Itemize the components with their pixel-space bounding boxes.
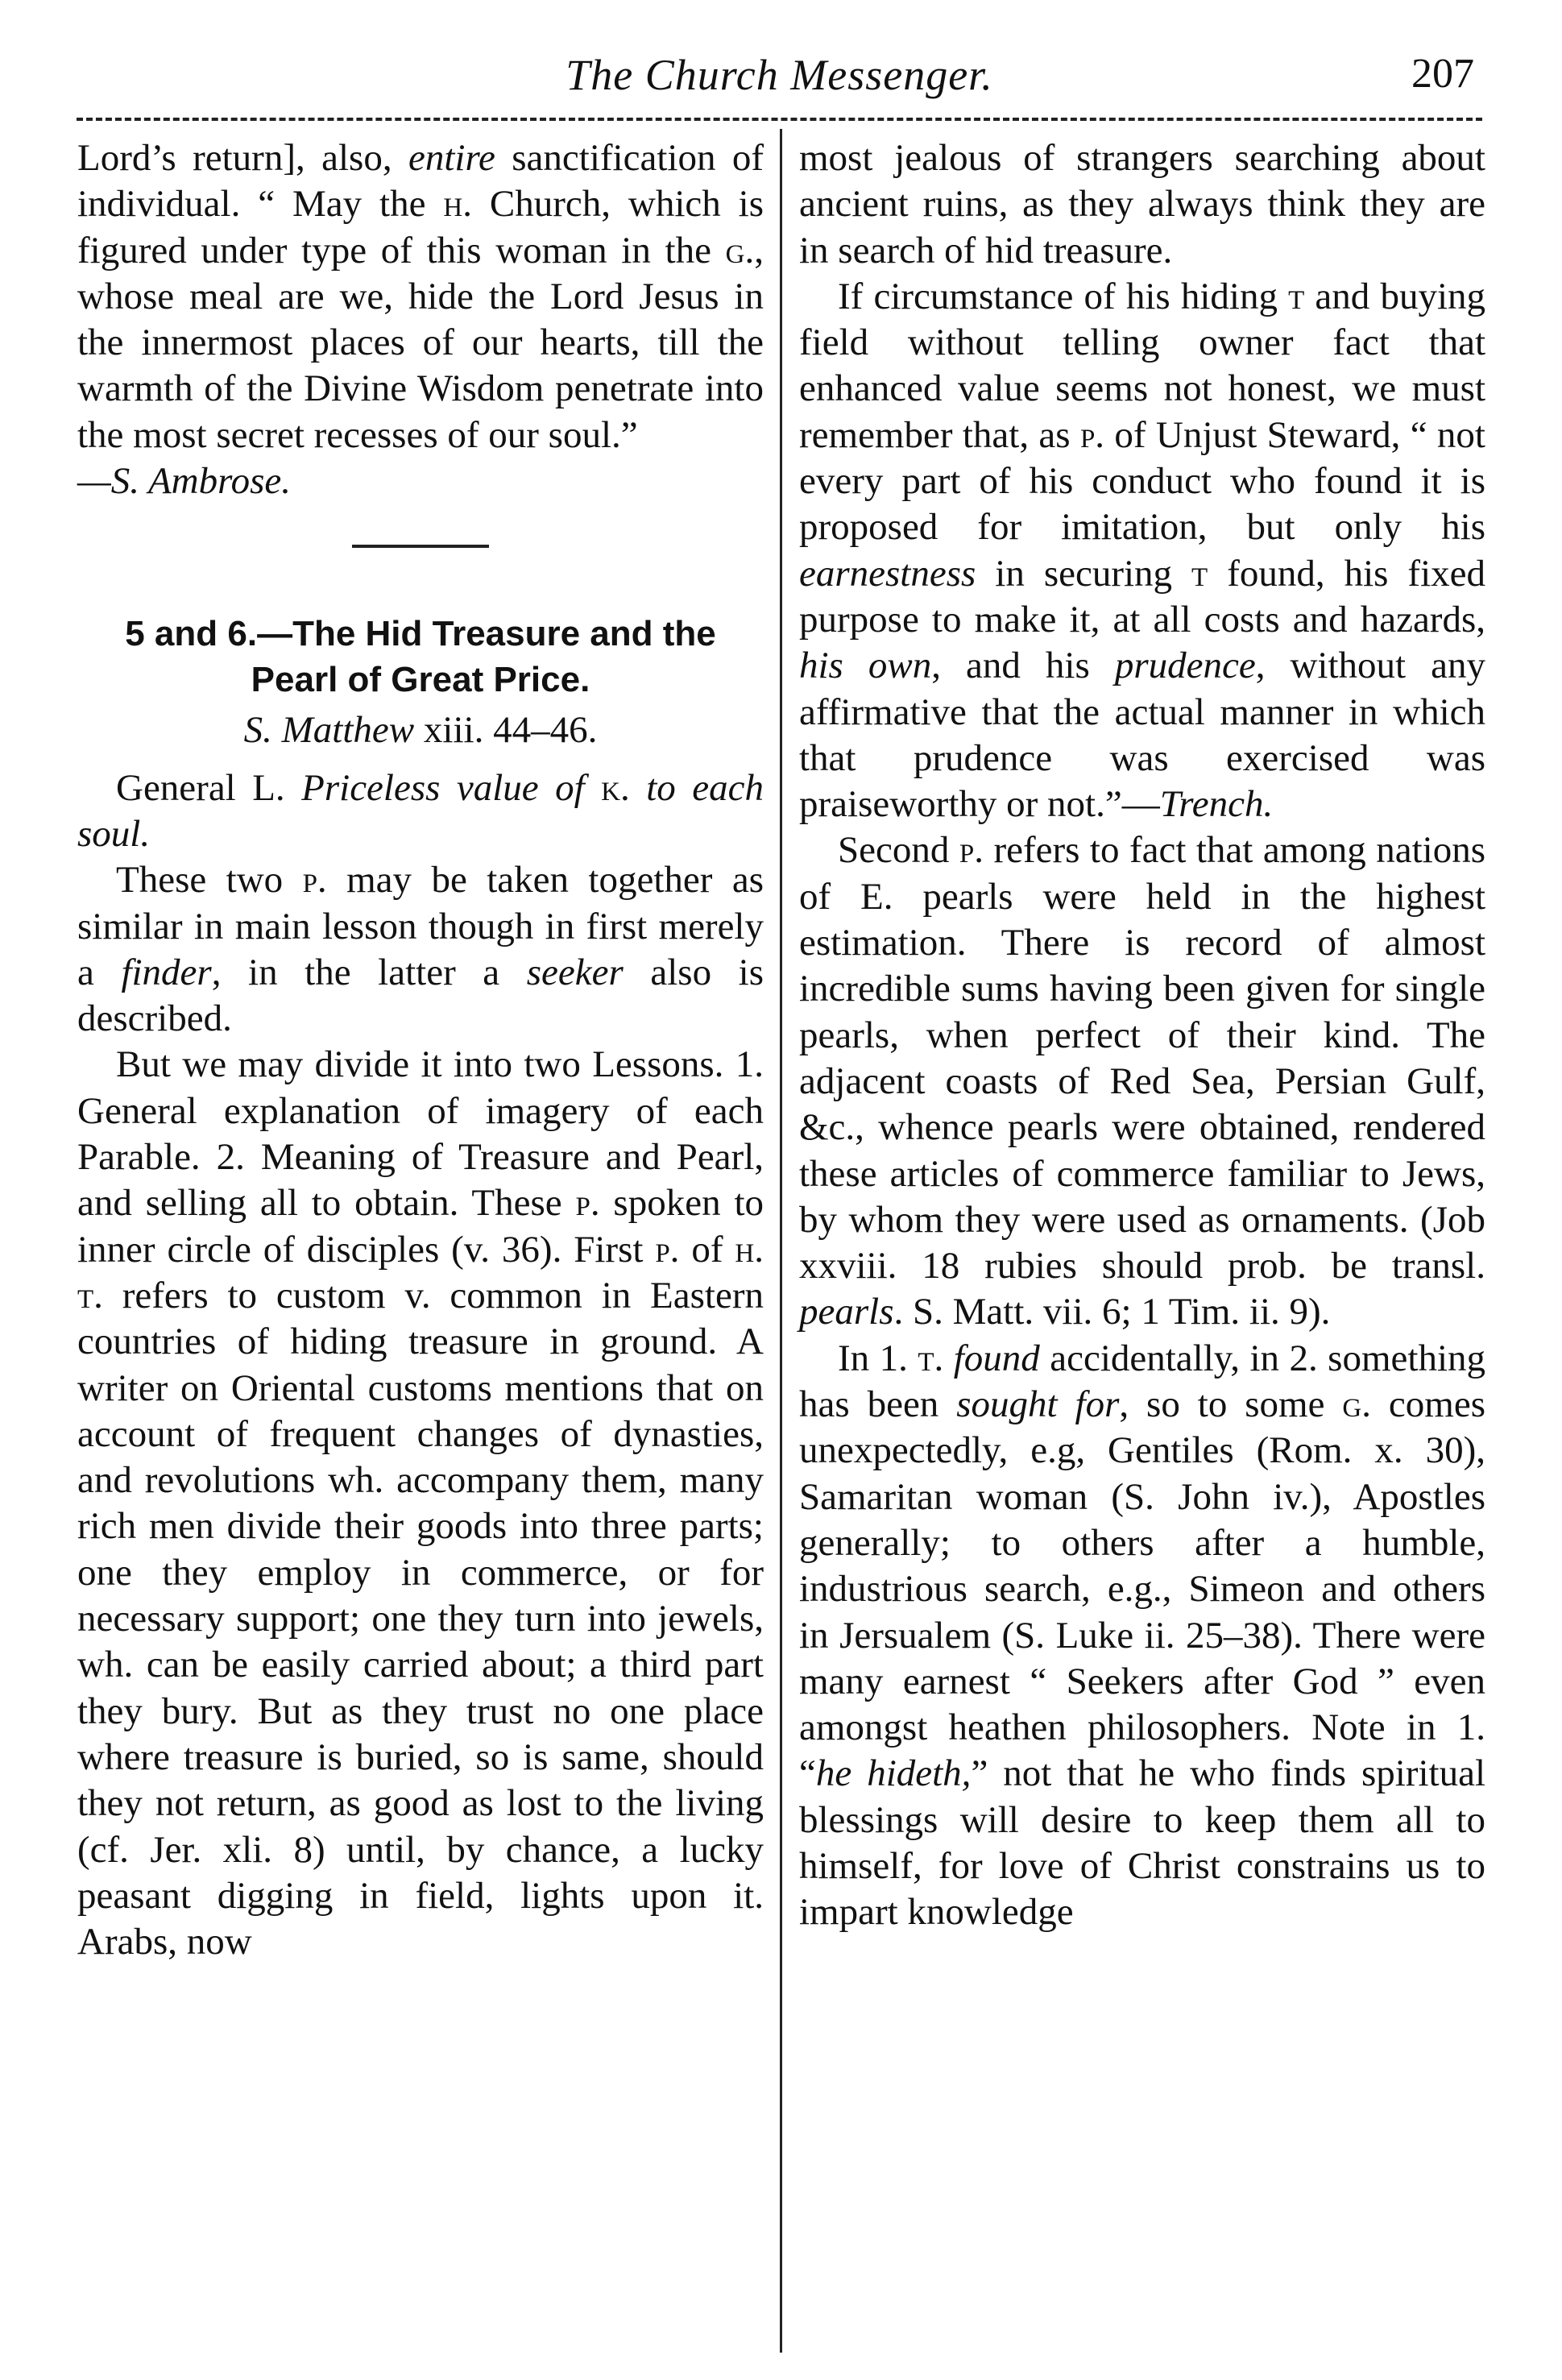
ambrose-quote-paragraph: Lord’s return], also, entire sanctification of individual. “ May the h. Church, which is figured under type of this woman in the g., whose meal are we, hide the Lord Jesus in the innermost places of our hearts, till the warmth of the Divine Wisdom penetrate into the most secret recesses of our soul.” [77, 137, 764, 456]
left-column [77, 135, 764, 1965]
right-column [799, 135, 1485, 1936]
page-header [77, 50, 1482, 114]
section-heading: 5 and 6.—The Hid Treasure and the Pearl of Great Price. [125, 614, 716, 700]
general-lesson: General L. Priceless value of k. to each soul. [77, 766, 764, 855]
section-divider-rule [352, 545, 489, 548]
attribution-ambrose: —S. Ambrose. [77, 460, 292, 503]
running-title: The Church Messenger. [566, 51, 993, 99]
paragraph-found-sought: In 1. t. found accidentally, in 2. something has been sought for, so to some g. comes unexpectedly, e.g, Gentiles (Rom. x. 30), Samaritan woman (S. John iv.), Apostles generally; to others after a humble, industrious search, e.g., Simeon and others in Jersualem (S. Luke ii. 25–38). There were many earnest “ Seekers after God ” even amongst heathen philosophers. Note in 1. “he hideth,” not that he who finds spiritual blessings will desire to keep them all to himself, for love of Christ constrains us to impart knowledge [799, 1337, 1485, 1934]
paragraph-arabs-continued: most jealous of strangers searching about ancient ruins, as they always think they are in search of hid treasure. [799, 137, 1485, 272]
paragraph-pearls: Second p. refers to fact that among nations of E. pearls were held in the highest estimation. There is record of almost incredible sums having been given for single pearls, when perfect of their kind. The adjacent coasts of Red Sea, Persian Gulf, &c., whence pearls were obtained, rendered these articles of commerce familiar to Jews, by whom they were used as ornaments. (Job xxviii. 18 rubies should prob. be transl. pearls. S. Matt. vii. 6; 1 Tim. ii. 9). [799, 829, 1485, 1333]
paragraph-lessons: But we may divide it into two Lessons. 1. General explanation of imagery of each Parable. 2. Meaning of Treasure and Pearl, and selling all to obtain. These p. spoken to inner circle of disciples (v. 36). First p. of h. t. refers to custom v. common in Eastern countries of hiding treasure in ground. A writer on Oriental customs mentions that on account of frequent changes of dynasties, and revolutions wh. accompany them, many rich men divide their goods into three parts; one they employ in commerce, or for necessary support; one they turn into jewels, wh. can be easily carried about; a third part they bury. But as they trust no one place where treasure is buried, so is same, should they not return, as good as lost to the living (cf. Jer. xli. 8) until, by chance, a lucky peasant digging in field, lights upon it. Arabs, now [77, 1043, 764, 1963]
paragraph-trench-quote: If circumstance of his hiding t and buying field without telling owner fact that enhanced value seems not honest, we must remember that, as p. of Unjust Steward, “ not every part of his conduct who found it is proposed for imitation, but only his earnestness in securing t found, his fixed purpose to make it, at all costs and hazards, his own, and his prudence, without any affirmative that the actual manner in which that prudence was exercised was praiseworthy or not.”—Trench. [799, 275, 1486, 826]
scripture-reference: S. Matthew xiii. 44–46. [243, 709, 598, 752]
paragraph-two-parables: These two p. may be taken together as similar in main lesson though in first merely a finder, in the latter a seeker also is described. [77, 859, 764, 1040]
page-number: 207 [1411, 51, 1474, 97]
column-divider [780, 129, 782, 2353]
header-rule [77, 118, 1482, 121]
